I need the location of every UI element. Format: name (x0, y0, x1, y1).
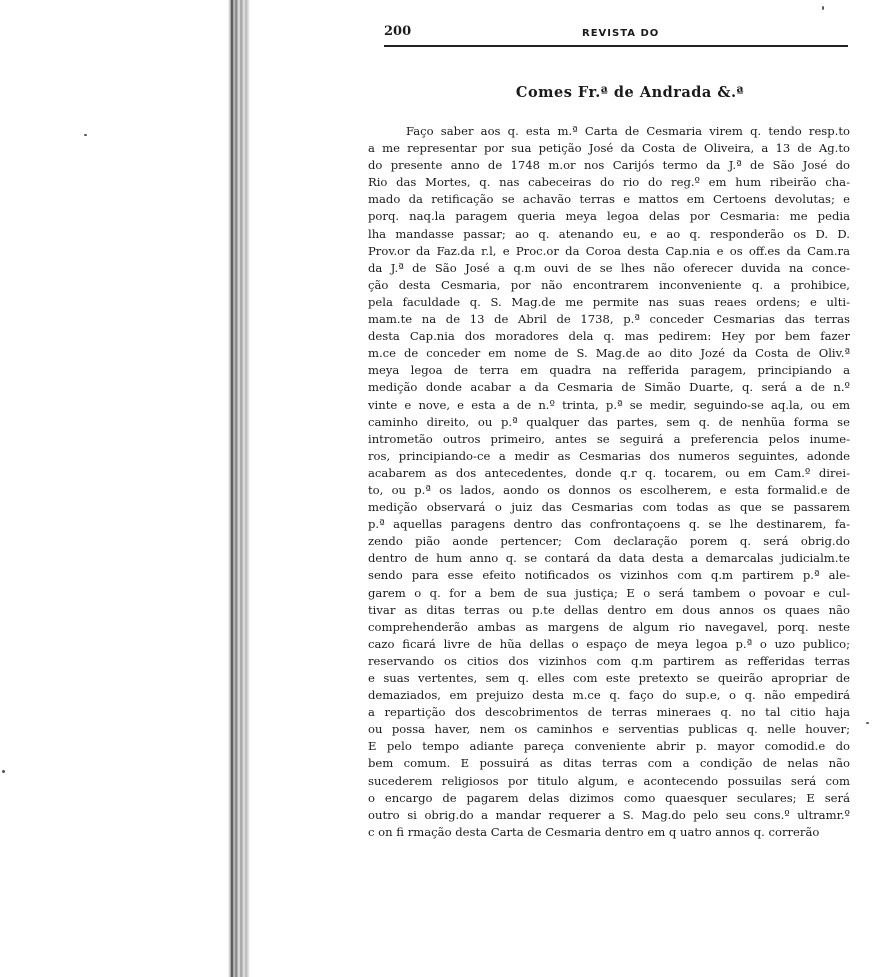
text-line: E pelo tempo adiante pareça conveniente abrir p. mayor comodid.e do (368, 739, 850, 754)
text-line: comprehenderão ambas as margens de algum rio navegavel, porq. neste (368, 619, 850, 634)
text-line: meya legoa de terra em quadra na refferida paragem, principiando a (368, 363, 850, 378)
text-line: ção desta Cesmaria, por não encontrarem inconveniente q. a prohibice, (368, 277, 850, 292)
text-line: zendo pião aonde pertencer; Com declaração porem q. será obrig.do (368, 534, 850, 549)
page-header (384, 22, 846, 44)
text-line: sendo para esse efeito notificados os vizinhos com q.m partirem p.ª ale- (368, 568, 850, 583)
text-line: e suas vertentes, sem q. elles com este pretexto se queirão apropriar de (368, 671, 850, 685)
text-line: medição observará o juiz das Cesmarias com todas as que se passarem (368, 500, 850, 515)
book-gutter-shadow (228, 0, 250, 977)
text-line: bem comum. E possuirá as ditas terras com a condição de nelas não (368, 756, 850, 771)
text-line: p.ª aquellas paragens dentro das confrontaçoens q. se lhe destinarem, fa- (368, 517, 850, 532)
document-body (368, 123, 850, 841)
text-line: caminho direito, ou p.ª qualquer das partes, sem q. de nenhũa forma se (368, 414, 850, 429)
text-line: Rio das Mortes, q. nas cabeceiras do rio do reg.º em hum ribeirão cha- (368, 175, 850, 190)
text-line: mado da retificação se achavão terras e mattos em Certoens devolutas; e (368, 192, 850, 207)
text-line: a repartição dos descobrimentos de terras mineraes q. no tal citio haja (368, 705, 850, 720)
running-head: REVISTA DO (582, 28, 660, 39)
text-line: da J.ª de São José a q.m ouvi de se lhes não oferecer duvida na conce- (368, 260, 850, 275)
text-line: garem o q. for a bem de sua justiça; E o será tambem o povoar e cul- (368, 585, 850, 600)
text-line: a me representar por sua petição José da Costa de Oliveira, a 13 de Ag.to (368, 141, 850, 156)
text-line: mam.te na de 13 de Abril de 1738, p.ª conceder Cesmarias das terras (368, 312, 850, 327)
text-line: c on fi rmação desta Carta de Cesmaria dentro em q uatro annos q. correrão (368, 824, 820, 839)
text-line: reservando os citios dos vizinhos com q.m partirem as refferidas terras (368, 653, 850, 668)
text-line: dentro de hum anno q. se contará da data desta a demarcalas judicialm.te (368, 551, 850, 566)
text-line: acabarem as dos antecedentes, donde q.r q. tocarem, ou em Cam.º direi- (368, 465, 850, 480)
text-line: m.ce de conceder em nome de S. Mag.de ao dito Jozé da Costa de Oliv.ª (368, 346, 850, 361)
paper-speck (866, 722, 869, 724)
text-line: desta Cap.nia dos moradores dela q. mas pedirem: Hey por bem fazer (368, 329, 850, 344)
text-line: lha mandasse passar; ao q. atenando eu, e ao q. responderão os D. D. (368, 226, 850, 241)
text-line: o encargo de pagarem delas dizimos como quaesquer seculares; E será (368, 790, 850, 805)
paper-speck (822, 6, 824, 10)
text-line: medição donde acabar a da Cesmaria de Simão Duarte, q. será a de n.º (368, 380, 850, 395)
paper-speck (2, 770, 5, 773)
text-line: demaziados, em prejuizo desta m.ce q. faço do sup.e, o q. não empedirá (368, 688, 850, 703)
document-title: Comes Fr.ª de Andrada &.ª (515, 84, 745, 101)
text-line: vinte e nove, e esta a de n.º trinta, p.ª se medir, seguindo-se aq.la, ou em (368, 397, 850, 412)
text-line: do presente anno de 1748 m.or nos Carijós termo da J.ª de São José do (368, 158, 850, 173)
text-line: tivar as ditas terras ou p.te dellas dentro em dous annos os quaes não (368, 602, 850, 617)
text-line: ros, principiando-ce a medir as Cesmarias dos numeros seguintes, adonde (368, 448, 850, 463)
text-line: ou possa haver, nem os caminhos e serventias publicas q. nelle houver; (368, 722, 850, 737)
text-line: Faço saber aos q. esta m.ª Carta de Cesmaria virem q. tendo resp.to (406, 124, 850, 138)
text-line: pela faculdade q. S. Mag.de me permite nas suas reaes ordens; e ulti- (368, 294, 850, 309)
text-line: intrometão outros primeiro, antes se seguirá a preferencia pelos inume- (368, 431, 850, 446)
text-line: porq. naq.la paragem queria meya legoa delas por Cesmaria: me pedia (368, 209, 850, 224)
text-line: cazo ficará livre de hũa dellas o espaço de meya legoa p.ª o uzo publico; (368, 636, 850, 651)
header-rule (384, 45, 848, 47)
text-line: Prov.or da Faz.da r.l, e Proc.or da Coroa desta Cap.nia e os off.es da Cam.ra (368, 243, 850, 258)
text-line: outro si obrig.do a mandar requerer a S. Mag.do pelo seu cons.º ultramr.º (368, 807, 850, 822)
paper-speck (84, 134, 87, 136)
page-number: 200 (384, 24, 412, 39)
text-line: sucederem religiosos por titulo algum, e acontecendo possuilas será com (368, 773, 850, 788)
text-line: to, ou p.ª os lados, aondo os donnos os escolherem, e esta formalid.e de (368, 482, 850, 497)
